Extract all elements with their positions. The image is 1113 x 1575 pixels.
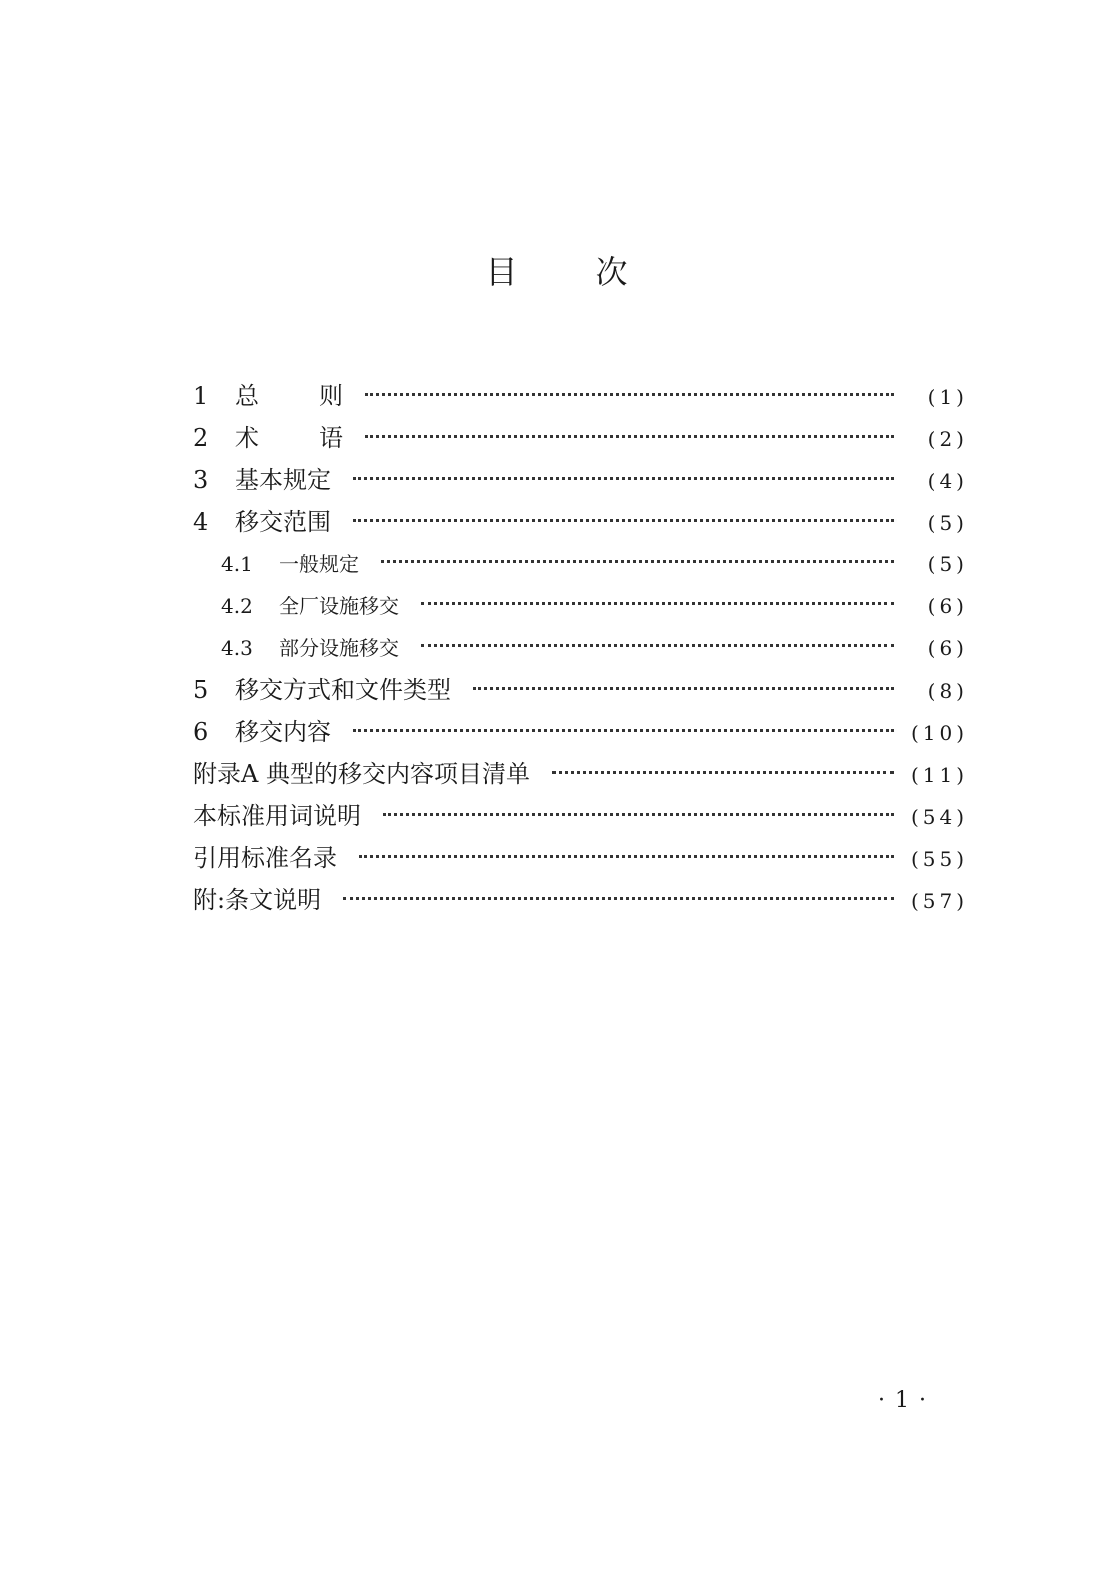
toc-entry-number: 2 [193, 424, 209, 452]
dot-leader [365, 435, 894, 438]
dot-leader [359, 855, 894, 858]
toc-entry-appendix[interactable] [193, 795, 968, 837]
toc-entry[interactable] [193, 417, 968, 459]
toc-entry-number: 4.3 [221, 636, 253, 660]
dot-leader [353, 729, 894, 732]
dot-leader [421, 602, 894, 605]
toc-entry-appendix[interactable] [193, 753, 968, 795]
dot-leader [473, 687, 894, 690]
toc-entry-number: 5 [193, 676, 209, 704]
toc-entry[interactable] [193, 375, 968, 417]
toc-entry[interactable] [193, 501, 968, 543]
page-number: ·1· [878, 1388, 936, 1413]
dot-leader [381, 560, 894, 563]
toc-entry-title: 基本规定 [235, 466, 331, 494]
toc-entry-page: (57) [910, 889, 968, 913]
toc-entry-title: 总则 [235, 382, 403, 410]
toc-entry-title: 移交范围 [235, 508, 331, 536]
dot-leader [383, 813, 894, 816]
toc-entry[interactable] [193, 459, 968, 501]
toc-entry-page: (5) [927, 552, 968, 576]
toc-entry-page: (10) [910, 721, 968, 745]
toc-entry-title: 附:条文说明 [193, 886, 322, 914]
toc-entry-title: 本标准用词说明 [193, 802, 361, 830]
toc-entry-number: 4.1 [221, 552, 253, 576]
toc-entry-page: (8) [927, 679, 968, 703]
toc-entry-page: (2) [927, 427, 968, 451]
dot-leader [353, 519, 894, 522]
toc-entry-appendix[interactable] [193, 879, 968, 921]
toc-entry-page: (4) [927, 469, 968, 493]
dot-leader [365, 393, 894, 396]
toc-subentry[interactable] [193, 627, 968, 669]
toc-subentry[interactable] [193, 585, 968, 627]
toc-entry-title: 全厂设施移交 [279, 594, 399, 618]
toc-entry-page: (55) [910, 847, 968, 871]
toc-entry-title: 引用标准名录 [193, 844, 337, 872]
toc-entry-number: 1 [193, 382, 209, 410]
toc-entry-title: 移交方式和文件类型 [235, 676, 451, 704]
toc-entry-page: (11) [910, 763, 968, 787]
page-title: 目次 [485, 253, 706, 291]
dot-leader [343, 897, 894, 900]
toc-entry-title: 术语 [235, 424, 403, 452]
toc-entry[interactable] [193, 669, 968, 711]
toc-entry-page: (54) [910, 805, 968, 829]
toc-entry-number: 4.2 [221, 594, 253, 618]
dot-leader [421, 644, 894, 647]
toc-entry-number: 6 [193, 718, 209, 746]
dot-leader [353, 477, 894, 480]
toc-entry[interactable] [193, 711, 968, 753]
toc-entry-title: 附录A 典型的移交内容项目清单 [193, 760, 530, 788]
toc-entry-page: (6) [927, 594, 968, 618]
toc-entry-number: 4 [193, 508, 209, 536]
toc-entry-page: (1) [927, 385, 968, 409]
toc-entry-page: (6) [927, 636, 968, 660]
toc-entry-number: 3 [193, 466, 209, 494]
toc-subentry[interactable] [193, 543, 968, 585]
toc-entry-title: 一般规定 [279, 552, 359, 576]
toc-entry-title: 移交内容 [235, 718, 331, 746]
toc-entry-appendix[interactable] [193, 837, 968, 879]
toc-entry-title: 部分设施移交 [279, 636, 399, 660]
dot-leader [552, 771, 894, 774]
toc-entry-page: (5) [927, 511, 968, 535]
table-of-contents [193, 375, 968, 921]
